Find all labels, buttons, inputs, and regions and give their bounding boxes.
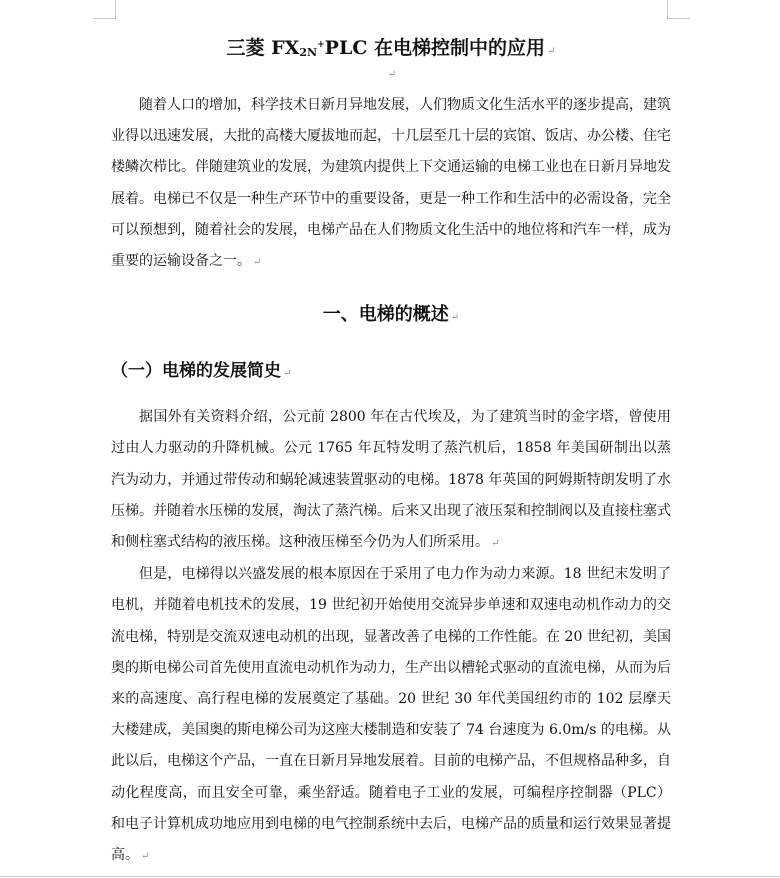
body-paragraph-electric [111, 559, 671, 872]
crop-mark-top-left [93, 0, 116, 19]
subsection-heading-text: （一）电梯的发展简史 [111, 361, 281, 382]
paragraph-mark-icon: ↵ [547, 46, 556, 57]
section-heading [111, 286, 671, 347]
paragraph-mark-icon: ↵ [491, 538, 500, 550]
document-title [111, 28, 671, 62]
empty-paragraph [111, 62, 671, 90]
title-suffix: PLC 在电梯控制中的应用 [324, 37, 546, 59]
paragraph-mark-icon: ↵ [283, 368, 292, 380]
body-paragraph-history [111, 402, 671, 559]
paragraph-mark-icon: ↵ [450, 312, 460, 324]
intro-paragraph [111, 90, 671, 278]
document-page [111, 28, 671, 872]
paragraph-mark-icon: ↵ [387, 69, 397, 80]
subsection-heading [111, 351, 671, 394]
body-text: 据国外有关资料介绍，公元前 2800 年在古代埃及，为了建筑当时的金字塔，曾使用过由人力驱动的升降机械。公元 1765 年瓦特发明了蒸汽机后，1858 年美国研制出以蒸汽为动力，并通过带传动和蜗轮减速装置驱动的电梯。1878 年英国的阿姆斯特朗发明了水压梯。并随着水压梯的发展，淘汰了蒸汽梯。后来又出现了液压泵和控制阀以及直接柱塞式和侧柱塞式结构的液压梯。这种液压梯至今仍为人们所采用。 [111, 409, 671, 551]
crop-mark-top-right [667, 0, 690, 19]
paragraph-mark-icon: ↵ [141, 851, 150, 863]
page-bottom-edge [0, 876, 780, 877]
section-heading-text: 一、电梯的概述 [322, 304, 449, 326]
title-superscript: + [317, 40, 325, 50]
paragraph-mark-icon: ↵ [253, 257, 262, 269]
body-text: 但是，电梯得以兴盛发展的根本原因在于采用了电力作为动力来源。18 世纪末发明了电机，并随着电机技术的发展，19 世纪初开始使用交流异步单速和双速电动机作动力的交流电梯，特别是交流双速电动机的出现，显著改善了电梯的工作性能。在 20 世纪初，美国奥的斯电梯公司首先使用直流电动机作为动力，生产出以槽轮式驱动的直流电梯，从而为后来的高速度、高行程电梯的发展奠定了基础。20 世纪 30 年代美国纽约市的 102 层摩天大楼建成，美国奥的斯电梯公司为这座大楼制造和安装了 74 台速度为 6.0m/s 的电梯。从此以后，电梯这个产品，一直在日新月异地发展着。目前的电梯产品，不但规格品种多，自动化程度高，而且安全可靠，乘坐舒适。随着电子工业的发展，可编程序控制器（PLC）和电子计算机成功地应用到电梯的电气控制系统中去后，电梯产品的质量和运行效果显著提高。 [111, 566, 671, 864]
title-prefix: 三菱 FX [226, 37, 300, 59]
intro-text: 随着人口的增加，科学技术日新月异地发展，人们物质文化生活水平的逐步提高，建筑业得以迅速发展，大批的高楼大厦拔地而起，十几层至几十层的宾馆、饭店、办公楼、住宅楼鳞次栉比。伴随建筑业的发展，为建筑内提供上下交通运输的电梯工业也在日新月异地发展着。电梯已不仅是一种生产环节中的重要设备，更是一种工作和生活中的必需设备，完全可以预想到，随着社会的发展，电梯产品在人们物质文化生活中的地位将和汽车一样，成为重要的运输设备之一。 [111, 97, 671, 270]
title-subscript: 2N [299, 46, 318, 59]
